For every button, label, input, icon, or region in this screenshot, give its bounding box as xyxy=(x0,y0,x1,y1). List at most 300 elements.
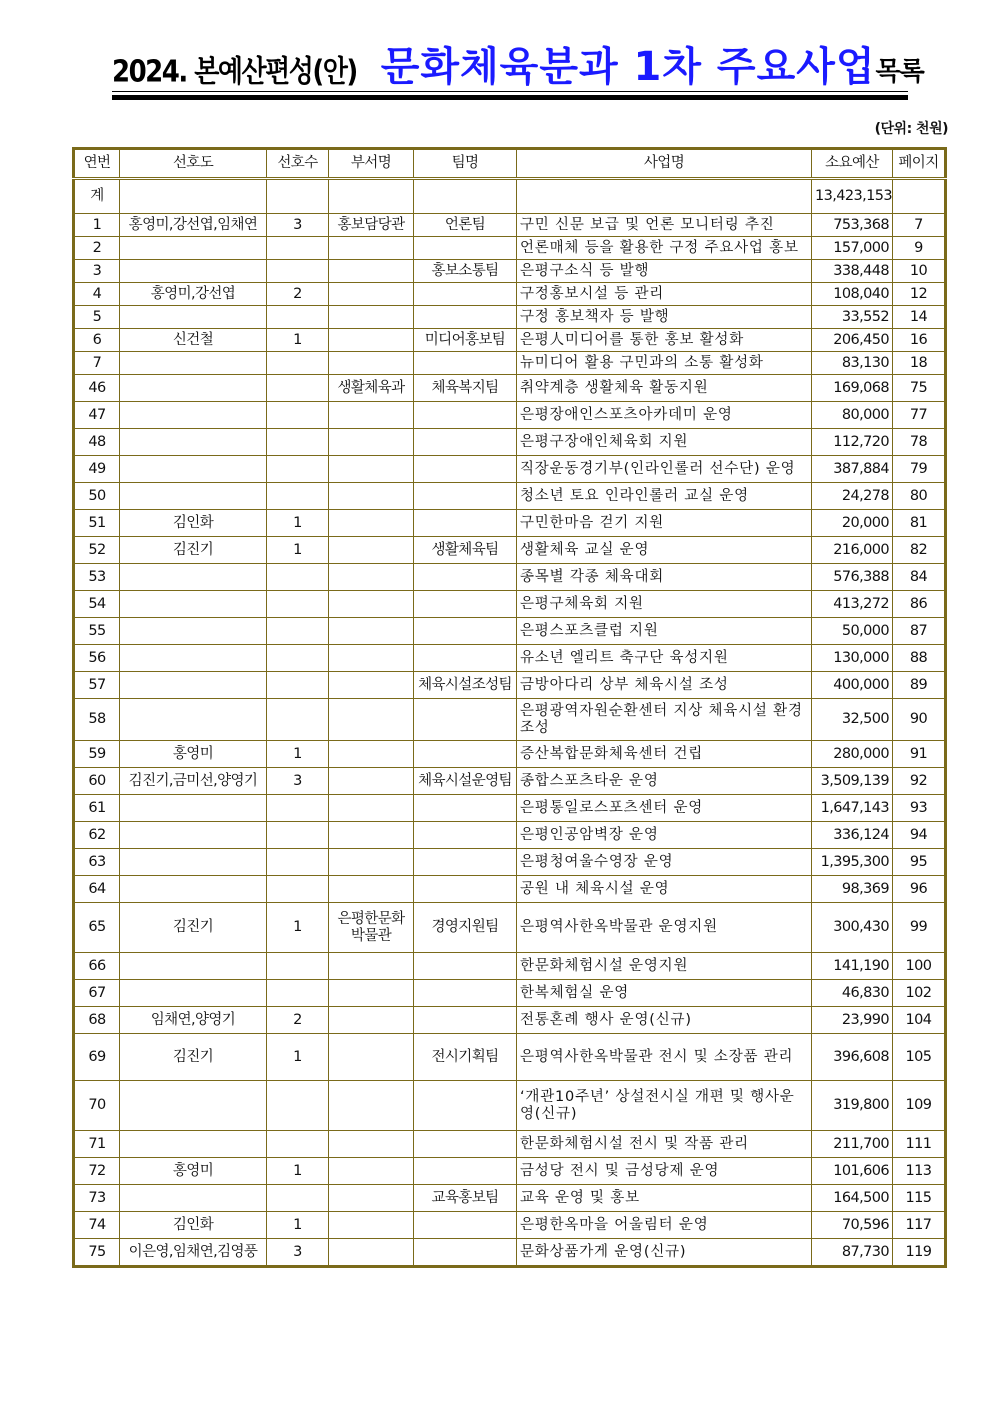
preference-names xyxy=(120,429,267,456)
project-name: 언론매체 등을 활용한 구정 주요사업 홍보 xyxy=(517,237,812,260)
required-budget: 23,990 xyxy=(812,1007,893,1034)
project-name: 구정홍보시설 등 관리 xyxy=(517,283,812,306)
required-budget: 164,500 xyxy=(812,1185,893,1212)
preference-count xyxy=(267,953,329,980)
table-row xyxy=(74,352,946,375)
page-number: 88 xyxy=(893,645,946,672)
required-budget: 576,388 xyxy=(812,564,893,591)
team-name xyxy=(414,564,517,591)
project-name: 종합스포츠타운 운영 xyxy=(517,768,812,795)
preference-names xyxy=(120,591,267,618)
required-budget: 319,800 xyxy=(812,1081,893,1131)
required-budget: 300,430 xyxy=(812,903,893,953)
project-name: 구민 신문 보급 및 언론 모니터링 추진 xyxy=(517,214,812,237)
required-budget: 216,000 xyxy=(812,537,893,564)
project-name: 은평통일로스포츠센터 운영 xyxy=(517,795,812,822)
required-budget: 3,509,139 xyxy=(812,768,893,795)
page-number: 75 xyxy=(893,375,946,402)
project-name: ‘개관10주년’ 상설전시실 개편 및 행사운영(신규) xyxy=(517,1081,812,1131)
preference-count xyxy=(267,352,329,375)
project-name: 교육 운영 및 홍보 xyxy=(517,1185,812,1212)
required-budget: 169,068 xyxy=(812,375,893,402)
page-number: 12 xyxy=(893,283,946,306)
department-name xyxy=(329,980,414,1007)
header-team: 팀명 xyxy=(414,149,517,179)
preference-count xyxy=(267,260,329,283)
preference-names xyxy=(120,822,267,849)
department-name xyxy=(329,768,414,795)
team-name: 교육홍보팀 xyxy=(414,1185,517,1212)
required-budget: 211,700 xyxy=(812,1131,893,1158)
preference-names: 김진기 xyxy=(120,537,267,564)
required-budget: 1,395,300 xyxy=(812,849,893,876)
preference-count xyxy=(267,1185,329,1212)
budget-table xyxy=(72,147,947,1268)
department-name xyxy=(329,645,414,672)
table-row xyxy=(74,1185,946,1212)
preference-names: 김인화 xyxy=(120,1212,267,1239)
team-name: 홍보소통팀 xyxy=(414,260,517,283)
table-row xyxy=(74,237,946,260)
team-name xyxy=(414,953,517,980)
preference-names xyxy=(120,795,267,822)
table-row xyxy=(74,456,946,483)
preference-count xyxy=(267,822,329,849)
preference-count xyxy=(267,849,329,876)
project-name: 금성당 전시 및 금성당제 운영 xyxy=(517,1158,812,1185)
preference-count xyxy=(267,306,329,329)
project-name: 뉴미디어 활용 구민과의 소통 활성화 xyxy=(517,352,812,375)
department-name: 홍보담당관 xyxy=(329,214,414,237)
department-name xyxy=(329,618,414,645)
department-name xyxy=(329,1034,414,1081)
required-budget: 753,368 xyxy=(812,214,893,237)
total-row xyxy=(74,179,946,214)
team-name xyxy=(414,980,517,1007)
required-budget: 24,278 xyxy=(812,483,893,510)
team-name: 생활체육팀 xyxy=(414,537,517,564)
preference-count xyxy=(267,456,329,483)
table-row xyxy=(74,1212,946,1239)
row-number: 55 xyxy=(74,618,120,645)
preference-count xyxy=(267,1131,329,1158)
page-number: 81 xyxy=(893,510,946,537)
required-budget: 206,450 xyxy=(812,329,893,352)
row-number: 67 xyxy=(74,980,120,1007)
table-row xyxy=(74,876,946,903)
required-budget: 98,369 xyxy=(812,876,893,903)
department-name xyxy=(329,483,414,510)
row-number: 57 xyxy=(74,672,120,699)
department-name xyxy=(329,260,414,283)
preference-count: 1 xyxy=(267,329,329,352)
table-row xyxy=(74,768,946,795)
preference-count: 1 xyxy=(267,1212,329,1239)
preference-names xyxy=(120,1081,267,1131)
required-budget: 46,830 xyxy=(812,980,893,1007)
department-name xyxy=(329,429,414,456)
table-row xyxy=(74,510,946,537)
preference-count xyxy=(267,795,329,822)
required-budget: 400,000 xyxy=(812,672,893,699)
preference-names: 홍영미 xyxy=(120,741,267,768)
project-name: 전통혼례 행사 운영(신규) xyxy=(517,1007,812,1034)
preference-count xyxy=(267,618,329,645)
department-name xyxy=(329,456,414,483)
team-name xyxy=(414,306,517,329)
department-name xyxy=(329,510,414,537)
department-name xyxy=(329,591,414,618)
required-budget: 413,272 xyxy=(812,591,893,618)
department-name: 생활체육과 xyxy=(329,375,414,402)
row-number: 47 xyxy=(74,402,120,429)
table-row xyxy=(74,375,946,402)
project-name: 취약계층 생활체육 활동지원 xyxy=(517,375,812,402)
row-number: 50 xyxy=(74,483,120,510)
preference-names: 홍영미,강선엽 xyxy=(120,283,267,306)
team-name xyxy=(414,876,517,903)
required-budget: 20,000 xyxy=(812,510,893,537)
project-name: 증산복합문화체육센터 건립 xyxy=(517,741,812,768)
preference-count xyxy=(267,876,329,903)
row-number: 6 xyxy=(74,329,120,352)
page-number: 9 xyxy=(893,237,946,260)
preference-names xyxy=(120,980,267,1007)
preference-count xyxy=(267,402,329,429)
row-number: 71 xyxy=(74,1131,120,1158)
header-project: 사업명 xyxy=(517,149,812,179)
team-name xyxy=(414,1081,517,1131)
preference-count xyxy=(267,564,329,591)
page-number: 78 xyxy=(893,429,946,456)
required-budget: 83,130 xyxy=(812,352,893,375)
department-name xyxy=(329,822,414,849)
required-budget: 130,000 xyxy=(812,645,893,672)
row-number: 54 xyxy=(74,591,120,618)
required-budget: 336,124 xyxy=(812,822,893,849)
preference-names xyxy=(120,237,267,260)
department-name xyxy=(329,1185,414,1212)
department-name xyxy=(329,795,414,822)
preference-names xyxy=(120,618,267,645)
row-number: 52 xyxy=(74,537,120,564)
required-budget: 396,608 xyxy=(812,1034,893,1081)
row-number: 73 xyxy=(74,1185,120,1212)
team-name xyxy=(414,510,517,537)
project-name: 직장운동경기부(인라인롤러 선수단) 운영 xyxy=(517,456,812,483)
page-number: 89 xyxy=(893,672,946,699)
preference-names: 이은영,임채연,김영풍 xyxy=(120,1239,267,1267)
team-name xyxy=(414,1239,517,1267)
table-row xyxy=(74,306,946,329)
title-highlight: 문화체육분과 1차 주요사업 xyxy=(380,44,876,90)
project-name: 은평역사한옥박물관 운영지원 xyxy=(517,903,812,953)
department-name xyxy=(329,402,414,429)
title-prefix: 2024. 본예산편성(안) xyxy=(112,55,357,90)
row-number: 75 xyxy=(74,1239,120,1267)
row-number: 69 xyxy=(74,1034,120,1081)
department-name xyxy=(329,699,414,741)
table-row xyxy=(74,564,946,591)
table-row xyxy=(74,402,946,429)
project-name: 은평스포츠클럽 지원 xyxy=(517,618,812,645)
row-number: 68 xyxy=(74,1007,120,1034)
table-row xyxy=(74,980,946,1007)
preference-count xyxy=(267,699,329,741)
table-row xyxy=(74,741,946,768)
department-name xyxy=(329,1158,414,1185)
project-name: 은평구소식 등 발행 xyxy=(517,260,812,283)
preference-count: 1 xyxy=(267,1034,329,1081)
total-label: 계 xyxy=(74,179,120,214)
page-number: 96 xyxy=(893,876,946,903)
header-no: 연번 xyxy=(74,149,120,179)
team-name: 경영지원팀 xyxy=(414,903,517,953)
preference-names xyxy=(120,672,267,699)
preference-count: 3 xyxy=(267,214,329,237)
page-number: 94 xyxy=(893,822,946,849)
team-name: 전시기획팀 xyxy=(414,1034,517,1081)
title-underline xyxy=(112,91,908,100)
preference-names: 신건철 xyxy=(120,329,267,352)
unit-label: (단위: 천원) xyxy=(874,121,948,137)
project-name: 은평구장애인체육회 지원 xyxy=(517,429,812,456)
required-budget: 157,000 xyxy=(812,237,893,260)
project-name: 은평구체육회 지원 xyxy=(517,591,812,618)
preference-names xyxy=(120,849,267,876)
preference-names xyxy=(120,953,267,980)
project-name: 은평한옥마을 어울림터 운영 xyxy=(517,1212,812,1239)
preference-names xyxy=(120,1131,267,1158)
table-row xyxy=(74,645,946,672)
project-name: 문화상품가게 운영(신규) xyxy=(517,1239,812,1267)
preference-names xyxy=(120,306,267,329)
preference-count xyxy=(267,375,329,402)
team-name xyxy=(414,283,517,306)
row-number: 58 xyxy=(74,699,120,741)
team-name: 체육복지팀 xyxy=(414,375,517,402)
team-name xyxy=(414,645,517,672)
page-number: 10 xyxy=(893,260,946,283)
preference-names xyxy=(120,483,267,510)
table-row xyxy=(74,795,946,822)
department-name: 은평한문화박물관 xyxy=(329,903,414,953)
preference-names: 임채연,양영기 xyxy=(120,1007,267,1034)
row-number: 51 xyxy=(74,510,120,537)
page-number: 117 xyxy=(893,1212,946,1239)
table-row xyxy=(74,672,946,699)
required-budget: 50,000 xyxy=(812,618,893,645)
preference-count xyxy=(267,1081,329,1131)
preference-names xyxy=(120,260,267,283)
required-budget: 387,884 xyxy=(812,456,893,483)
table-row xyxy=(74,618,946,645)
preference-names xyxy=(120,564,267,591)
team-name xyxy=(414,1158,517,1185)
preference-count: 1 xyxy=(267,741,329,768)
department-name xyxy=(329,329,414,352)
page-number: 93 xyxy=(893,795,946,822)
project-name: 은평청여울수영장 운영 xyxy=(517,849,812,876)
header-pref-count: 선호수 xyxy=(267,149,329,179)
team-name xyxy=(414,822,517,849)
row-number: 60 xyxy=(74,768,120,795)
project-name: 한복체험실 운영 xyxy=(517,980,812,1007)
page-number: 113 xyxy=(893,1158,946,1185)
preference-count xyxy=(267,429,329,456)
row-number: 63 xyxy=(74,849,120,876)
team-name: 체육시설조성팀 xyxy=(414,672,517,699)
table-row xyxy=(74,699,946,741)
row-number: 48 xyxy=(74,429,120,456)
table-row xyxy=(74,537,946,564)
table-row xyxy=(74,329,946,352)
required-budget: 80,000 xyxy=(812,402,893,429)
row-number: 4 xyxy=(74,283,120,306)
team-name xyxy=(414,483,517,510)
header-department: 부서명 xyxy=(329,149,414,179)
department-name xyxy=(329,1081,414,1131)
table-row xyxy=(74,1158,946,1185)
required-budget: 70,596 xyxy=(812,1212,893,1239)
table-row xyxy=(74,903,946,953)
preference-count xyxy=(267,591,329,618)
table-row xyxy=(74,1131,946,1158)
project-name: 청소년 토요 인라인롤러 교실 운영 xyxy=(517,483,812,510)
project-name: 구정 홍보책자 등 발행 xyxy=(517,306,812,329)
page-number: 84 xyxy=(893,564,946,591)
page-number: 105 xyxy=(893,1034,946,1081)
team-name xyxy=(414,849,517,876)
page-number: 102 xyxy=(893,980,946,1007)
team-name: 언론팀 xyxy=(414,214,517,237)
row-number: 7 xyxy=(74,352,120,375)
table-row xyxy=(74,1081,946,1131)
team-name: 미디어홍보팀 xyxy=(414,329,517,352)
table-row xyxy=(74,1239,946,1267)
page-number: 79 xyxy=(893,456,946,483)
preference-names xyxy=(120,699,267,741)
team-name xyxy=(414,741,517,768)
table-header-row xyxy=(74,149,946,179)
table-row xyxy=(74,483,946,510)
preference-names xyxy=(120,1185,267,1212)
preference-names: 김인화 xyxy=(120,510,267,537)
department-name xyxy=(329,283,414,306)
department-name xyxy=(329,876,414,903)
team-name xyxy=(414,352,517,375)
page-number: 109 xyxy=(893,1081,946,1131)
row-number: 62 xyxy=(74,822,120,849)
department-name xyxy=(329,1212,414,1239)
preference-count xyxy=(267,645,329,672)
team-name xyxy=(414,1007,517,1034)
preference-count: 1 xyxy=(267,510,329,537)
page-number: 100 xyxy=(893,953,946,980)
header-page: 페이지 xyxy=(893,149,946,179)
team-name xyxy=(414,402,517,429)
department-name xyxy=(329,849,414,876)
team-name xyxy=(414,456,517,483)
page-number: 14 xyxy=(893,306,946,329)
preference-names xyxy=(120,456,267,483)
row-number: 64 xyxy=(74,876,120,903)
row-number: 53 xyxy=(74,564,120,591)
team-name xyxy=(414,1131,517,1158)
project-name: 유소년 엘리트 축구단 육성지원 xyxy=(517,645,812,672)
page-number: 77 xyxy=(893,402,946,429)
table-row xyxy=(74,283,946,306)
preference-count: 1 xyxy=(267,537,329,564)
team-name xyxy=(414,237,517,260)
page-number: 104 xyxy=(893,1007,946,1034)
row-number: 2 xyxy=(74,237,120,260)
document-title xyxy=(112,40,924,100)
page-number: 95 xyxy=(893,849,946,876)
row-number: 3 xyxy=(74,260,120,283)
header-budget: 소요예산 xyxy=(812,149,893,179)
page-number: 91 xyxy=(893,741,946,768)
team-name: 체육시설운영팀 xyxy=(414,768,517,795)
page-number: 99 xyxy=(893,903,946,953)
team-name xyxy=(414,429,517,456)
row-number: 59 xyxy=(74,741,120,768)
page-number: 16 xyxy=(893,329,946,352)
preference-names: 김진기 xyxy=(120,1034,267,1081)
table-row xyxy=(74,1007,946,1034)
row-number: 66 xyxy=(74,953,120,980)
department-name xyxy=(329,306,414,329)
project-name: 한문화체험시설 전시 및 작품 관리 xyxy=(517,1131,812,1158)
table-row xyxy=(74,214,946,237)
project-name: 종목별 각종 체육대회 xyxy=(517,564,812,591)
required-budget: 338,448 xyxy=(812,260,893,283)
page-number: 82 xyxy=(893,537,946,564)
project-name: 금방아다리 상부 체육시설 조성 xyxy=(517,672,812,699)
project-name: 은평장애인스포츠아카데미 운영 xyxy=(517,402,812,429)
team-name xyxy=(414,1212,517,1239)
table-row xyxy=(74,429,946,456)
table-row xyxy=(74,591,946,618)
row-number: 72 xyxy=(74,1158,120,1185)
project-name: 한문화체험시설 운영지원 xyxy=(517,953,812,980)
team-name xyxy=(414,699,517,741)
preference-names xyxy=(120,876,267,903)
page-number: 90 xyxy=(893,699,946,741)
preference-count xyxy=(267,237,329,260)
department-name xyxy=(329,672,414,699)
department-name xyxy=(329,741,414,768)
header-preference: 선호도 xyxy=(120,149,267,179)
department-name xyxy=(329,953,414,980)
row-number: 61 xyxy=(74,795,120,822)
preference-names: 김진기 xyxy=(120,903,267,953)
preference-count: 3 xyxy=(267,768,329,795)
page-number: 7 xyxy=(893,214,946,237)
preference-names xyxy=(120,402,267,429)
preference-names: 홍영미,강선엽,임채연 xyxy=(120,214,267,237)
required-budget: 101,606 xyxy=(812,1158,893,1185)
project-name: 은평광역자원순환센터 지상 체육시설 환경조성 xyxy=(517,699,812,741)
department-name xyxy=(329,1007,414,1034)
row-number: 74 xyxy=(74,1212,120,1239)
page-number: 18 xyxy=(893,352,946,375)
preference-names: 김진기,금미선,양영기 xyxy=(120,768,267,795)
table-row xyxy=(74,849,946,876)
row-number: 70 xyxy=(74,1081,120,1131)
preference-count: 2 xyxy=(267,283,329,306)
department-name xyxy=(329,352,414,375)
